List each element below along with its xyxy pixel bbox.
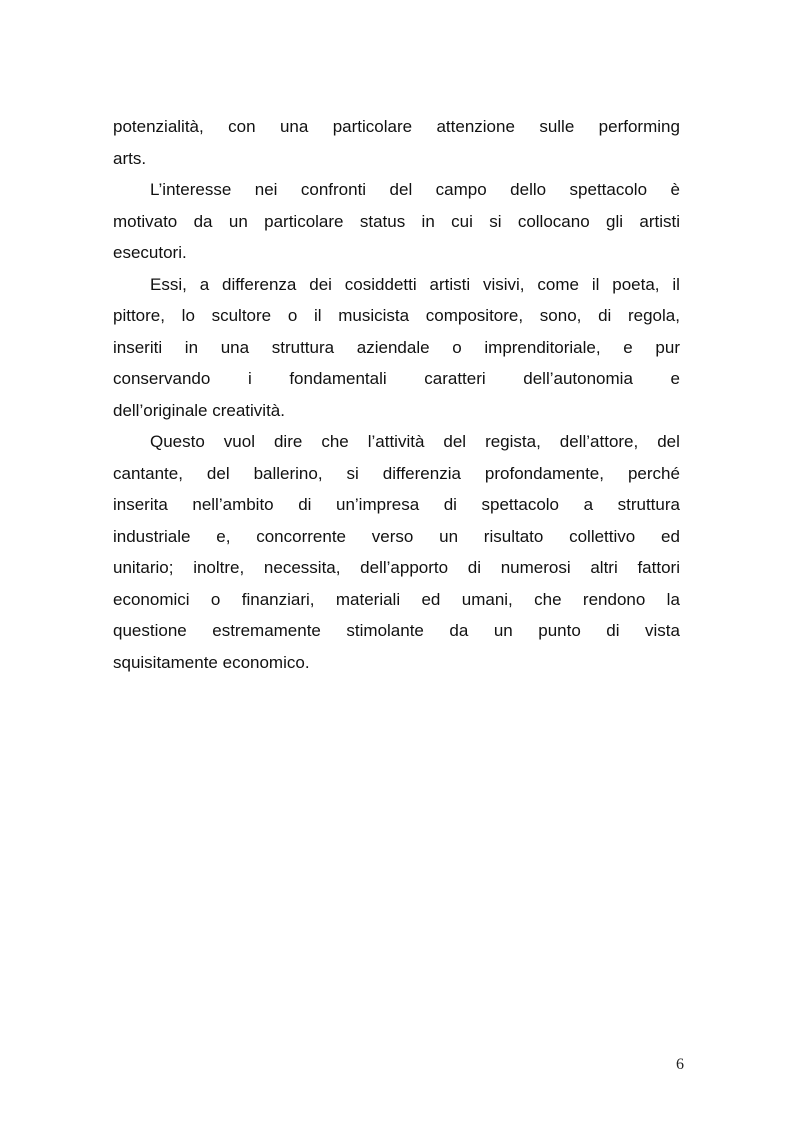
text-line: Essi, a differenza dei cosiddetti artisti visivi, come il poeta, il bbox=[150, 274, 680, 294]
text-line: inseriti in una struttura aziendale o imprenditoriale, e pur bbox=[113, 337, 680, 357]
text-line: dell’originale creatività. bbox=[113, 400, 285, 420]
text-line: conservando i fondamentali caratteri dell’autonomia e bbox=[113, 369, 680, 388]
text-line: inserita nell’ambito di un’impresa di spettacolo a struttura bbox=[113, 495, 680, 514]
text-line: pittore, lo scultore o il musicista compositore, sono, di regola, bbox=[113, 306, 680, 325]
text-line: questione estremamente stimolante da un punto di vista bbox=[113, 621, 680, 640]
text-line: cantante, del ballerino, si differenzia profondamente, perché bbox=[113, 463, 680, 483]
text-line: Questo vuol dire che l’attività del regista, dell’attore, del bbox=[150, 432, 680, 451]
text-line: economici o finanziari, materiali ed umani, che rendono la bbox=[113, 589, 680, 609]
text-line: motivato da un particolare status in cui si collocano gli artisti bbox=[113, 211, 680, 231]
text-line: potenzialità, con una particolare attenzione sulle performing bbox=[113, 117, 680, 136]
text-line: unitario; inoltre, necessita, dell’apporto di numerosi altri fattori bbox=[113, 558, 680, 577]
page-number: 6 bbox=[676, 1056, 684, 1073]
text-line: industriale e, concorrente verso un risultato collettivo ed bbox=[113, 526, 680, 546]
body-text bbox=[113, 111, 680, 678]
text-line: L’interesse nei confronti del campo dello spettacolo è bbox=[150, 180, 680, 199]
text-line: squisitamente economico. bbox=[113, 652, 310, 672]
text-line: esecutori. bbox=[113, 243, 187, 262]
text-line: arts. bbox=[113, 148, 147, 168]
